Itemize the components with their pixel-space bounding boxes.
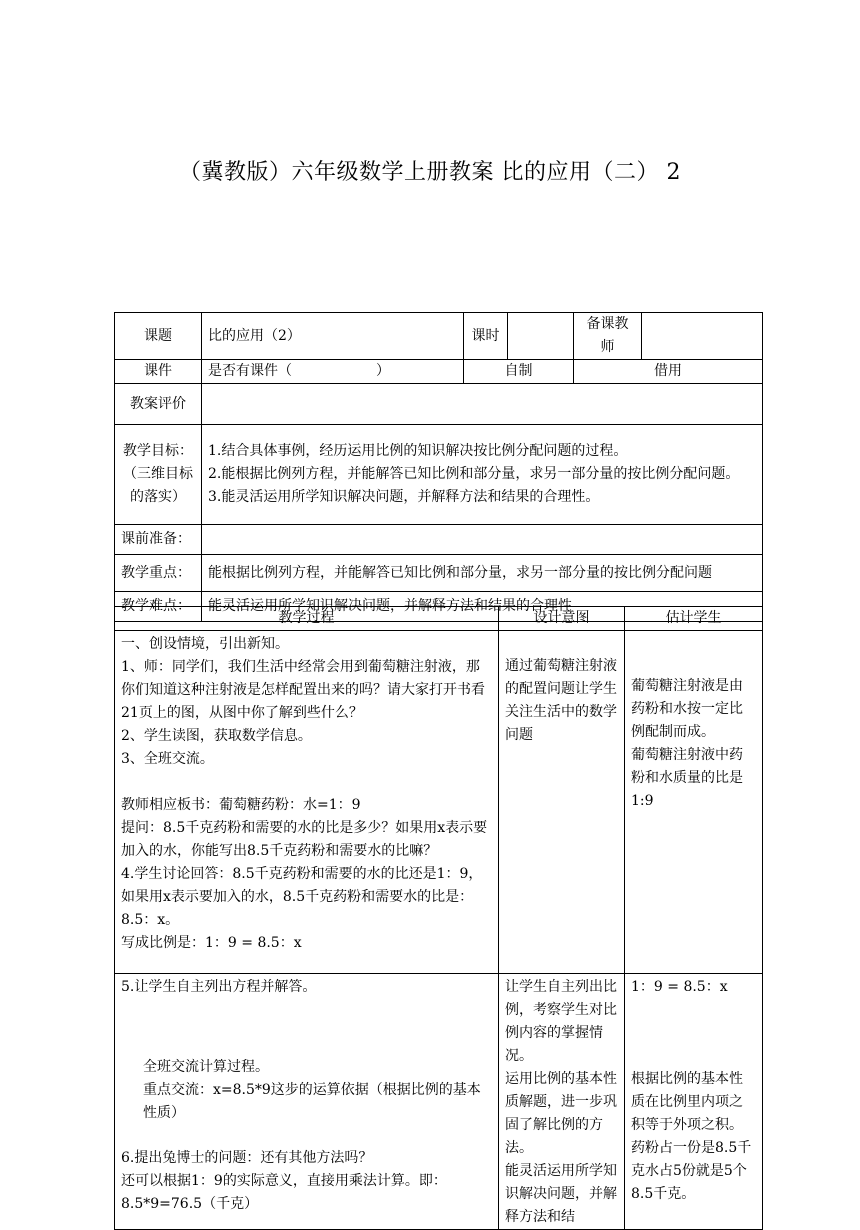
process-line: 重点交流：x=8.5*9这步的运算依据（根据比例的基本性质） bbox=[143, 1082, 481, 1121]
estimate-cell bbox=[625, 631, 763, 974]
goal-item: 1.结合具体事例，经历运用比例的知识解决按比例分配问题的过程。 bbox=[208, 443, 628, 459]
intent-text: 运用比例的基本性质解题，进一步巩固了解比例的方法。 bbox=[505, 1071, 617, 1156]
prep-value bbox=[202, 525, 763, 555]
goal-item: 3.能灵活运用所学知识解决问题，并解释方法和结果的合理性。 bbox=[208, 489, 600, 505]
estimate-cell bbox=[625, 974, 763, 1230]
intent-text: 通过葡萄糖注射液的配置问题让学生关注生活中的数学问题 bbox=[505, 658, 617, 743]
estimate-text: 药粉占一份是8.5千克水占5份就是5个8.5千克。 bbox=[631, 1140, 752, 1202]
self-made-label: 自制 bbox=[464, 360, 574, 384]
evaluation-label: 教案评价 bbox=[115, 384, 202, 425]
process-cell bbox=[115, 974, 499, 1230]
page-title: （冀教版）六年级数学上册教案 比的应用（二） 2 bbox=[179, 160, 681, 185]
header-estimate: 估计学生 bbox=[625, 607, 763, 631]
borrowed-label: 借用 bbox=[574, 360, 763, 384]
courseware-value: 是否有课件（ ） bbox=[202, 360, 464, 384]
process-line: 提问：8.5千克药粉和需要的水的比是多少？如果用x表示要加入的水，你能写出8.5千克药粉和需要水的比嘛？ bbox=[121, 820, 488, 859]
hours-value bbox=[508, 313, 574, 360]
process-line: 1、师：同学们，我们生活中经常会用到葡萄糖注射液，那你们知道这种注射液是怎样配置出来的吗？请大家打开书看21页上的图，从图中你了解到些什么？ bbox=[121, 659, 485, 721]
header-process: 教学过程 bbox=[115, 607, 499, 631]
process-line bbox=[121, 771, 492, 794]
estimate-text: 葡萄糖注射液是由药粉和水按一定比例配制而成。 bbox=[631, 678, 743, 740]
estimate-text: 1：9 = 8.5：x bbox=[631, 979, 728, 995]
difficulty-label: 教学难点： bbox=[115, 592, 202, 622]
process-line: 3、全班交流。 bbox=[121, 751, 214, 767]
estimate-text: 葡萄糖注射液中药粉和水质量的比是1:9 bbox=[631, 747, 743, 809]
difficulty-value: 能灵活运用所学知识解决问题，并解释方法和结果的合理性 bbox=[202, 592, 763, 622]
process-line: 写成比例是：1：9 = 8.5：x bbox=[121, 935, 302, 951]
goal-item: 2.能根据比例列方程，并能解答已知比例和部分量，求另一部分量的按比例分配问题。 bbox=[208, 466, 740, 482]
process-line: 4.学生讨论回答：8.5千克药粉和需要的水的比还是1：9，如果用x表示要加入的水，8.5千克药粉和需要水的比是：8.5：x。 bbox=[121, 866, 483, 928]
process-line: 全班交流计算过程。 bbox=[143, 1059, 269, 1075]
topic-value: 比的应用（2） bbox=[202, 313, 464, 360]
process-line: 5.让学生自主列出方程并解答。 bbox=[121, 979, 317, 995]
lesson-info-table bbox=[114, 312, 763, 622]
goals-label: 教学目标：（三维目标的落实） bbox=[115, 425, 202, 525]
header-intent: 设计意图 bbox=[499, 607, 625, 631]
topic-label: 课题 bbox=[115, 313, 202, 360]
key-label: 教学重点： bbox=[115, 555, 202, 592]
process-line: 一、创设情境，引出新知。 bbox=[121, 636, 289, 652]
process-line: 教师相应板书：葡萄糖药粉：水=1：9 bbox=[121, 797, 361, 813]
courseware-label: 课件 bbox=[115, 360, 202, 384]
prep-label: 课前准备： bbox=[115, 525, 202, 555]
process-line: 6.提出兔博士的问题：还有其他方法吗？ bbox=[121, 1150, 373, 1166]
intent-text: 能灵活运用所学知识解决问题，并解释方法和结 bbox=[505, 1163, 617, 1225]
intent-cell bbox=[499, 631, 625, 974]
intent-text: 让学生自主列出比例，考察学生对比例内容的掌握情况。 bbox=[505, 979, 617, 1064]
teacher-label: 备课教师 bbox=[574, 313, 642, 360]
key-value: 能根据比例列方程，并能解答已知比例和部分量，求另一部分量的按比例分配问题 bbox=[202, 555, 763, 592]
estimate-text: 根据比例的基本性质在比例里内项之积等于外项之积。 bbox=[631, 1071, 743, 1133]
evaluation-value bbox=[202, 384, 763, 425]
teacher-value bbox=[642, 313, 763, 360]
process-cell bbox=[115, 631, 499, 974]
estimate-text bbox=[631, 999, 756, 1068]
intent-cell bbox=[499, 974, 625, 1230]
process-line: 2、学生读图，获取数学信息。 bbox=[121, 728, 312, 744]
hours-label: 课时 bbox=[464, 313, 508, 360]
goals-cell bbox=[202, 425, 763, 525]
teaching-process-table bbox=[114, 606, 763, 1230]
process-line: 还可以根据1：9的实际意义，直接用乘法计算。即：8.5*9=76.5（千克） bbox=[121, 1173, 447, 1212]
